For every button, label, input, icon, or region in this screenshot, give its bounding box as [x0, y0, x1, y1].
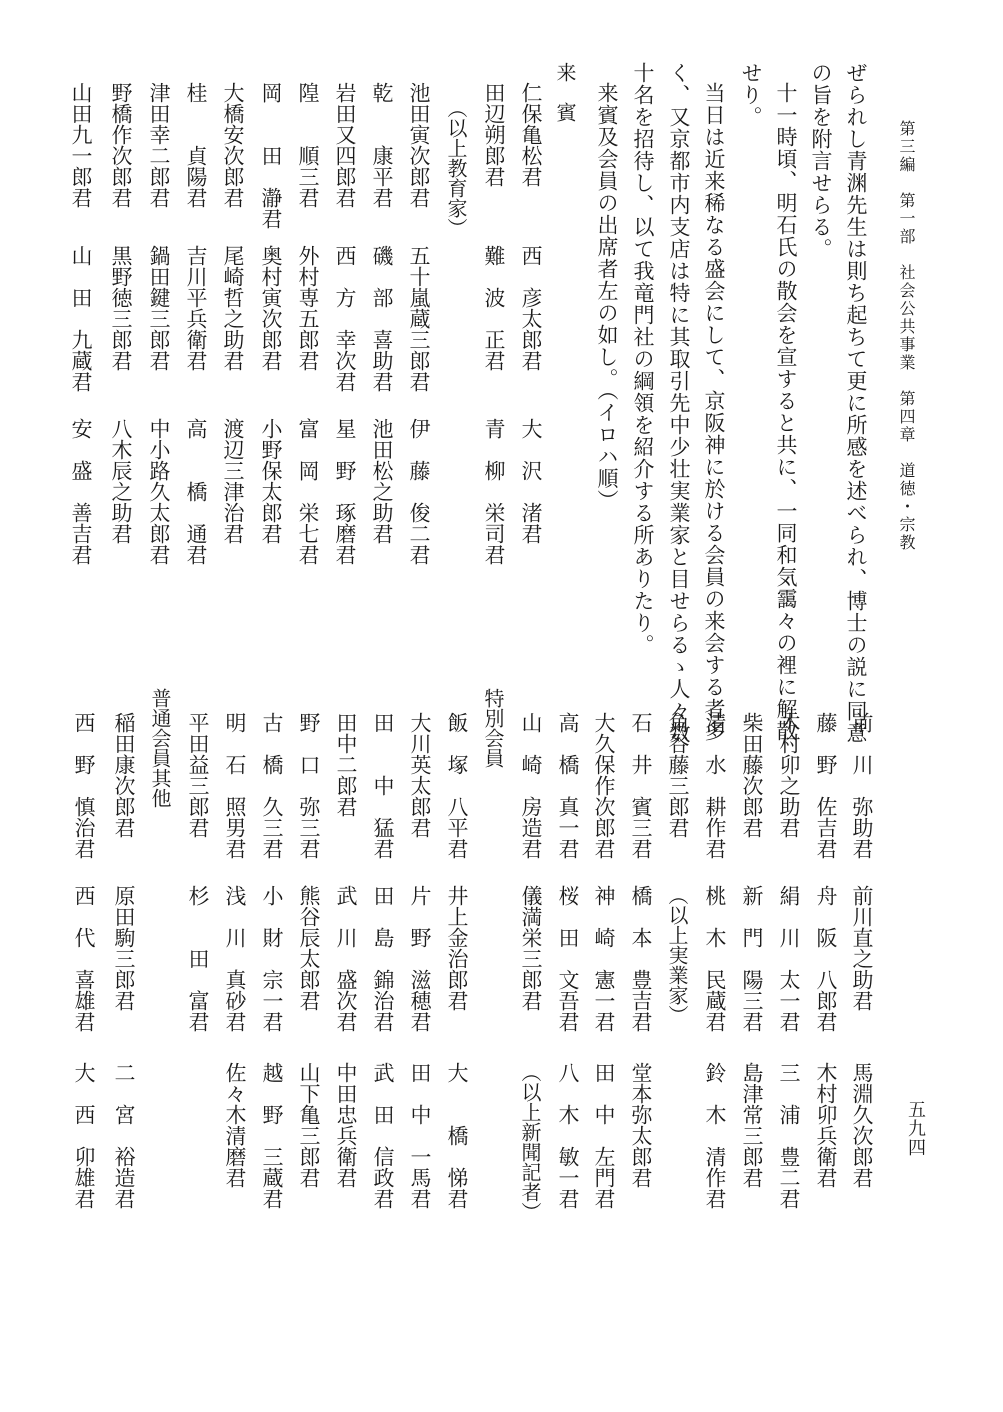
attendee-name: 仁保亀松君 [519, 82, 543, 187]
attendee-name: 磯 部 喜助君 [370, 245, 394, 392]
prose-line: ぜられし青渊先生は則ち起ちて更に所感を述べられ、博士の説に同意 [844, 62, 868, 744]
attendee-name: 五十嵐蔵三郎君 [407, 245, 431, 392]
group-label-businessmen: （以上実業家） [665, 885, 689, 1025]
attendee-name: 野橋作次郎君 [109, 82, 133, 208]
attendee-name: 絹 川 太一君 [777, 885, 801, 1032]
prose-line: 当日は近来稀なる盛会にして、京阪神に於ける会員の来会する者多 [702, 82, 726, 742]
attendee-name: 山田九一郎君 [69, 82, 93, 208]
attendee-name: 石 井 賓三君 [629, 712, 653, 859]
attendee-name: 西 野 慎治君 [72, 712, 96, 859]
attendee-name: 尾崎哲之助君 [221, 245, 245, 371]
attendee-name: 西 代 喜雄君 [72, 885, 96, 1032]
attendee-name: 田辺朔郎君 [482, 82, 506, 187]
attendee-name: 平田益三郎君 [186, 712, 210, 838]
attendee-name: 青 柳 栄司君 [482, 418, 506, 565]
attendee-name: 大川英太郎君 [408, 712, 432, 838]
attendee-name: 鈴 木 清作君 [703, 1062, 727, 1209]
attendee-name: 角谷藤三郎君 [666, 712, 690, 838]
page-number: 五九四 [905, 1100, 926, 1157]
attendee-name: 片 野 滋穂君 [408, 885, 432, 1032]
attendee-name: 山 田 九蔵君 [69, 245, 93, 392]
prose-line: 十一時頃、明石氏の散会を宣すると共に、一同和気靄々の裡に解散 [774, 82, 798, 742]
attendee-name: 木村卯之助君 [777, 712, 801, 838]
group-label-educators: （以上教育家） [444, 98, 468, 238]
attendee-name: 小野保太郎君 [259, 418, 283, 544]
prose-line: せり。 [739, 62, 763, 128]
attendee-name: 神 崎 憲一君 [592, 885, 616, 1032]
attendee-name: 桂 貞陽君 [184, 82, 208, 208]
attendee-name: 吉川平兵衛君 [184, 245, 208, 371]
attendee-name: 武 川 盛次君 [334, 885, 358, 1032]
attendee-name: 新 門 陽三君 [740, 885, 764, 1032]
attendee-name: 清 水 耕作君 [703, 712, 727, 859]
attendee-name: 岡 田 瀞君 [259, 82, 283, 229]
attendee-name: 越 野 三蔵君 [260, 1062, 284, 1209]
attendee-name: 大 橋 悌君 [445, 1062, 469, 1209]
attendee-name: 奥村寅次郎君 [259, 245, 283, 371]
attendee-name: 田中二郎君 [334, 712, 358, 817]
attendee-name: 桜 田 文吾君 [556, 885, 580, 1032]
attendee-name: 井上金治郎君 [445, 885, 469, 1011]
attendee-name: 大 西 卯雄君 [72, 1062, 96, 1209]
attendee-name: 山 崎 房造君 [519, 712, 543, 859]
attendee-name: 桃 木 民蔵君 [703, 885, 727, 1032]
attendee-name: 乾 康平君 [370, 82, 394, 208]
attendee-name: 富 岡 栄七君 [296, 418, 320, 565]
attendee-name: 小 財 宗一君 [260, 885, 284, 1032]
attendee-name: 外村専五郎君 [296, 245, 320, 371]
prose-line: 十名を招待し、以て我竜門社の綱領を紹介する所ありたり。 [631, 62, 655, 656]
attendee-name: 星 野 琢磨君 [333, 418, 357, 565]
attendee-name: 島津常三郎君 [740, 1062, 764, 1188]
attendee-name: 田 中 猛君 [371, 712, 395, 859]
attendee-name: 難 波 正君 [482, 245, 506, 371]
section-heading-guests: 来 賓 [553, 62, 577, 122]
attendee-name: 池田寅次郎君 [407, 82, 431, 208]
attendee-name: 佐々木清磨君 [223, 1062, 247, 1188]
attendee-name: 前川直之助君 [850, 885, 874, 1011]
attendee-name: 西 方 幸次君 [333, 245, 357, 392]
attendee-name: 稲田康次郎君 [112, 712, 136, 838]
attendee-name: 伊 藤 俊二君 [407, 418, 431, 565]
prose-line: 来賓及会員の出席者左の如し。（イロハ順） [595, 82, 619, 512]
attendee-name: 杉 田 富君 [186, 885, 210, 1032]
attendee-name: 二 宮 裕造君 [112, 1062, 136, 1209]
attendee-name: 安 盛 善吉君 [69, 418, 93, 565]
attendee-name: 岩田又四郎君 [333, 82, 357, 208]
group-label-journalists: （以上新聞記者） [518, 1062, 542, 1222]
attendee-name: 高 橋 真一君 [556, 712, 580, 859]
attendee-name: 大久保作次郎君 [592, 712, 616, 859]
attendee-name: 八木辰之助君 [109, 418, 133, 544]
attendee-name: 舟 阪 八郎君 [814, 885, 838, 1032]
attendee-name: 鍋田鍵三郎君 [147, 245, 171, 371]
attendee-name: 武 田 信政君 [371, 1062, 395, 1209]
attendee-name: 大橋安次郎君 [221, 82, 245, 208]
running-header: 第三編 第一部 社会公共事業 第四章 道徳・宗教 [897, 120, 916, 552]
attendee-name: 熊谷辰太郎君 [297, 885, 321, 1011]
attendee-name: 木村卯兵衛君 [814, 1062, 838, 1188]
prose-line: く、又京都市内支店は特に其取引先中少壮実業家と目せらるゝ人々数 [667, 62, 691, 744]
prose-line: の旨を附言せらる。 [809, 62, 833, 260]
attendee-name: 古 橋 久三君 [260, 712, 284, 859]
attendee-name: 野 口 弥三君 [297, 712, 321, 859]
attendee-name: 飯 塚 八平君 [445, 712, 469, 859]
attendee-name: 儀満栄三郎君 [519, 885, 543, 1011]
attendee-name: 黒野徳三郎君 [109, 245, 133, 371]
attendee-name: 藤 野 佐吉君 [814, 712, 838, 859]
section-heading-special-members: 特別会員 [481, 688, 505, 768]
attendee-name: 橋 本 豊吉君 [629, 885, 653, 1032]
attendee-name: 田 中 左門君 [592, 1062, 616, 1209]
attendee-name: 中田忠兵衛君 [334, 1062, 358, 1188]
attendee-name: 田 中 一馬君 [408, 1062, 432, 1209]
attendee-name: 三 浦 豊二君 [777, 1062, 801, 1209]
attendee-name: 渡辺三津治君 [221, 418, 245, 544]
attendee-name: 馬淵久次郎君 [850, 1062, 874, 1188]
attendee-name: 前 川 弥助君 [850, 712, 874, 859]
attendee-name: 高 橋 通君 [184, 418, 208, 565]
attendee-name: 大 沢 渚君 [519, 418, 543, 544]
attendee-name: 隍 順三君 [296, 82, 320, 208]
attendee-name: 中小路久太郎君 [147, 418, 171, 565]
attendee-name: 山下亀三郎君 [297, 1062, 321, 1188]
attendee-name: 浅 川 真砂君 [223, 885, 247, 1032]
attendee-name: 田 島 錦治君 [371, 885, 395, 1032]
attendee-name: 堂本弥太郎君 [629, 1062, 653, 1188]
section-heading-regular-members: 普通会員其他 [148, 688, 172, 808]
attendee-name: 柴田藤次郎君 [740, 712, 764, 838]
attendee-name: 八 木 敏一君 [556, 1062, 580, 1209]
attendee-name: 池田松之助君 [370, 418, 394, 544]
attendee-name: 西 彦太郎君 [519, 245, 543, 371]
attendee-name: 津田幸二郎君 [147, 82, 171, 208]
attendee-name: 原田駒三郎君 [112, 885, 136, 1011]
attendee-name: 明 石 照男君 [223, 712, 247, 859]
